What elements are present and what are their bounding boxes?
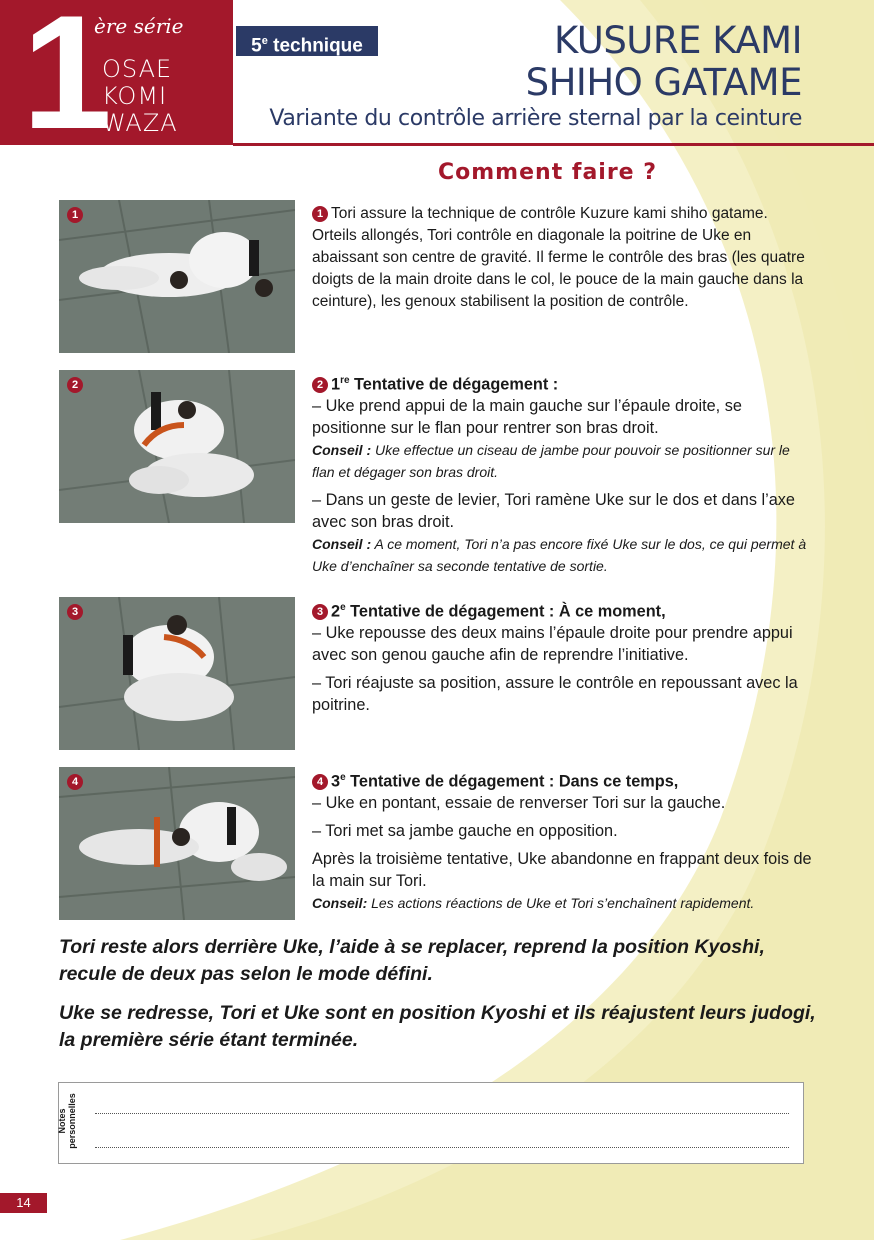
- step-heading-text: Tentative de dégagement : À ce moment,: [345, 602, 666, 621]
- step-1-body: Tori assure la technique de contrôle Kuzure kami shiho gatame. Orteils allongés, Tori contrôle en diagonale la poitrine de Uke en abaissant son centre de gravité. Il ferme le contrôle des bras (les quatre doigts de la main droite dans le col, le pouce de la main gauche dans la ceinture), les genoux stabilisent la position de contrôle.: [312, 205, 805, 310]
- step-heading-text: Tentative de dégagement : Dans ce temps,: [345, 772, 679, 791]
- step-number-badge: 3: [312, 604, 328, 620]
- notes-writing-line[interactable]: [95, 1147, 789, 1148]
- step-heading-num: 3: [331, 772, 341, 791]
- step-heading-sup: re: [340, 375, 350, 386]
- notes-label: [57, 1089, 77, 1153]
- step-number-badge: 4: [312, 774, 328, 790]
- photo-number-badge: 1: [67, 207, 83, 223]
- series-words: [102, 56, 178, 137]
- step-4-para-2: – Tori met sa jambe gauche en opposition.: [312, 822, 618, 841]
- step-3-text: [312, 597, 812, 716]
- series-box: [0, 0, 233, 163]
- step-heading-num: 2: [331, 602, 341, 621]
- series-word: WAZA: [102, 109, 178, 137]
- technique-sup: e: [261, 35, 268, 47]
- step-3-photo: [59, 597, 295, 750]
- series-number: 1: [22, 0, 113, 163]
- header-rule: [233, 143, 874, 146]
- photo-number-badge: 4: [67, 774, 83, 790]
- step-2-para-2: – Dans un geste de levier, Tori ramène Uke sur le dos et dans l’axe avec son bras droit.: [312, 491, 795, 532]
- step-2-photo: [59, 370, 295, 523]
- page-title: [526, 20, 802, 104]
- page-subtitle: Variante du contrôle arrière sternal par la ceinture: [269, 106, 802, 131]
- step-3-para-2: – Tori réajuste sa position, assure le contrôle en repoussant avec la poitrine.: [312, 674, 798, 715]
- tip-label: Conseil :: [312, 442, 372, 459]
- notes-writing-line[interactable]: [95, 1113, 789, 1114]
- step-4-para-1: – Uke en pontant, essaie de renverser Tori sur la gauche.: [312, 794, 726, 813]
- step-heading-text: Tentative de dégagement :: [349, 375, 559, 394]
- step-2-tip-1: [312, 439, 812, 483]
- step-4-photo: [59, 767, 295, 920]
- series-word: KOMI: [102, 82, 168, 110]
- photo-number-badge: 3: [67, 604, 83, 620]
- step-heading-num: 1: [331, 375, 341, 394]
- step-2-text: [312, 370, 812, 577]
- closing-paragraph: Tori reste alors derrière Uke, l’aide à se replacer, reprend la position Kyoshi, recule de deux pas selon le mode défini.: [59, 936, 765, 985]
- step-4-tip-1: [312, 892, 812, 914]
- title-line-1: KUSURE KAMI: [553, 19, 802, 62]
- closing-paragraph: Uke se redresse, Tori et Uke sont en position Kyoshi et ils réajustent leurs judogi, la première série étant terminée.: [59, 1002, 816, 1051]
- notes-label-line: personnelles: [67, 1093, 77, 1149]
- tip-text: Les actions réactions de Uke et Tori s’enchaînent rapidement.: [367, 895, 755, 912]
- step-2-para-1: – Uke prend appui de la main gauche sur l’épaule droite, se positionne sur le flan pour rentrer son bras droit.: [312, 397, 742, 438]
- technique-word: technique: [267, 35, 363, 57]
- tip-text: Uke effectue un ciseau de jambe pour pouvoir se positionner sur le flan et dégager son bras droit.: [312, 442, 790, 481]
- step-number-badge: 2: [312, 377, 328, 393]
- photo-number-badge: 2: [67, 377, 83, 393]
- step-1-text: [312, 203, 812, 313]
- step-number-badge: 1: [312, 206, 328, 222]
- step-heading-sup: e: [340, 602, 346, 613]
- step-4-text: [312, 767, 812, 914]
- step-4-para-3: Après la troisième tentative, Uke abandonne en frappant deux fois de la main sur Tori.: [312, 850, 812, 891]
- technique-badge: [236, 26, 378, 56]
- technique-number: 5: [251, 35, 262, 57]
- series-label: ère série: [94, 14, 184, 38]
- step-heading-sup: e: [340, 772, 346, 783]
- page-number: 14: [0, 1193, 47, 1213]
- notes-label-line: Notes: [57, 1108, 67, 1134]
- title-line-2: SHIHO GATAME: [525, 61, 802, 104]
- section-heading: Comment faire ?: [438, 160, 658, 185]
- tip-text: A ce moment, Tori n’a pas encore fixé Uke sur le dos, ce qui permet à Uke d’enchaîner sa seconde tentative de sortie.: [312, 536, 807, 575]
- personal-notes-box[interactable]: [58, 1082, 804, 1164]
- tip-label: Conseil:: [312, 895, 368, 912]
- series-word: OSAE: [102, 55, 173, 83]
- step-2-tip-2: [312, 533, 812, 577]
- step-1-photo: [59, 200, 295, 353]
- step-3-para-1: – Uke repousse des deux mains l’épaule droite pour prendre appui avec son genou gauche afin de reprendre l’initiative.: [312, 624, 793, 665]
- tip-label: Conseil :: [312, 536, 372, 553]
